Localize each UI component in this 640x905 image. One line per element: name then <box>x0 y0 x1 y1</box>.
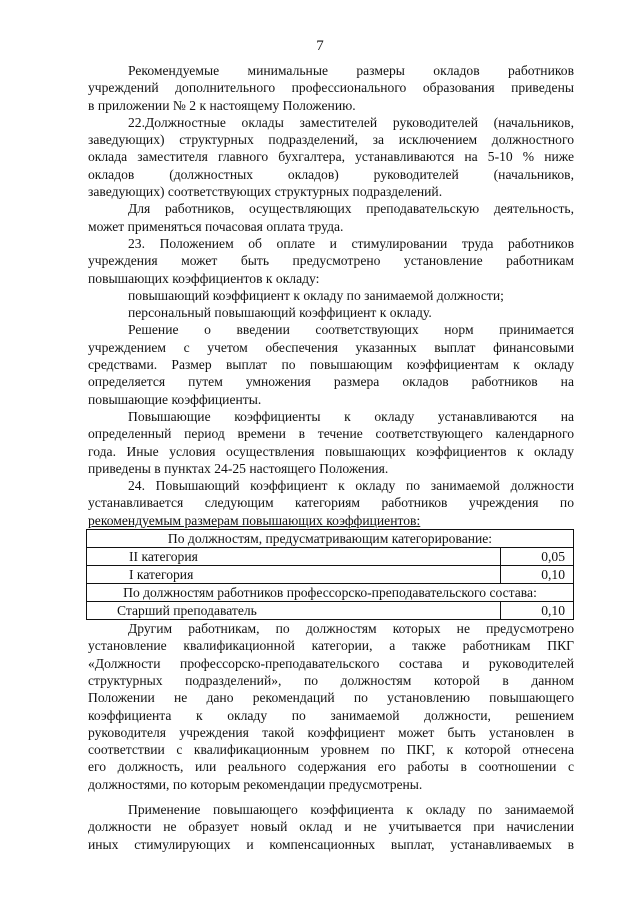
table-row <box>87 530 574 548</box>
table-row <box>87 602 574 620</box>
text-line: устанавливается следующим категориям работников учреждения по <box>88 495 574 511</box>
text-line: рекомендуемым размерам повышающих коэффициентов: <box>88 512 421 528</box>
coefficient-value: 0,05 <box>501 548 574 566</box>
text-line: оклада заместителя главного бухгалтера, устанавливаются на 5-10 % ниже <box>88 149 574 165</box>
text-line: заведующих) соответствующих структурных подразделений. <box>88 184 443 200</box>
document-body <box>88 62 574 853</box>
text-line: структурных подразделений», по должностям которой в данном <box>88 672 574 688</box>
paragraph-spacer <box>88 793 574 801</box>
text-line: «Должности профессорско-преподавательского состава и руководителей <box>88 655 574 671</box>
text-line: 22.Должностные оклады заместителей руководителей (начальников, <box>128 114 574 130</box>
text-line: установление квалификационной категории, а также работникам ПКГ <box>88 638 574 654</box>
text-line: повышающих коэффициентов к окладу: <box>88 270 320 286</box>
text-line: в приложении № 2 к настоящему Положению. <box>88 97 356 113</box>
text-line: может применяться почасовая оплата труда. <box>88 218 344 234</box>
text-line: учреждений дополнительного профессионального образования приведены <box>88 80 574 96</box>
text-line: заведующих) структурных подразделений, за исключением должностного <box>88 132 574 148</box>
text-line: Для работников, осуществляющих преподавательскую деятельность, <box>128 201 574 217</box>
text-line: Решение о введении соответствующих норм принимается <box>128 322 574 338</box>
text-line: соответствии с квалификационным уровнем по ПКГ, к которой отнесена <box>88 742 574 758</box>
text-line: Рекомендуемые минимальные размеры окладов работников <box>128 63 574 78</box>
text-line: иных стимулирующих и компенсационных выплат, устанавливаемых в <box>88 836 574 852</box>
text-line: средствами. Размер выплат по повышающим коэффициентам к окладу <box>88 357 574 373</box>
text-line: учреждения может быть предусмотрено установление работникам <box>88 253 574 269</box>
table-row <box>87 548 574 566</box>
text-line: окладов (должностных окладов) руководителей (начальников, <box>88 166 574 182</box>
text-line: 23. Положением об оплате и стимулировании труда работников <box>128 235 574 251</box>
text-line: должностями, по которым рекомендации предусмотрены. <box>88 776 423 792</box>
text-line: определенный период времени в течение соответствующего календарного <box>88 426 574 442</box>
text-line: приведены в пунктах 24-25 настоящего Положения. <box>88 460 389 476</box>
text-line: учреждением с учетом обеспечения указанных выплат финансовыми <box>88 339 574 355</box>
text-line: его должность, или реального содержания его работы в соотношении с <box>88 759 574 775</box>
category-label: I категория <box>87 566 501 584</box>
coefficient-value: 0,10 <box>501 566 574 584</box>
text-line: Другим работникам, по должностям которых не предусмотрено <box>128 621 574 637</box>
text-line: Положении не дано рекомендаций по установлению повышающего <box>88 690 574 706</box>
text-line: повышающие коэффициенты. <box>88 391 262 407</box>
coefficients-table <box>86 529 574 620</box>
text-line: года. Иные условия осуществления повышающих коэффициентов к окладу <box>88 443 574 459</box>
text-line: должности не образует новый оклад и не учитывается при начислении <box>88 819 574 835</box>
table-row <box>87 584 574 602</box>
position-label: Старший преподаватель <box>87 602 501 620</box>
coefficient-value: 0,10 <box>501 602 574 620</box>
table-section-header: По должностям работников профессорско-преподавательского состава: <box>87 584 574 602</box>
text-line: Повышающие коэффициенты к окладу устанавливаются на <box>128 408 574 424</box>
table-row <box>87 566 574 584</box>
page-number: 7 <box>316 38 324 54</box>
text-line: определяется путем умножения размера окладов работников на <box>88 374 574 390</box>
text-line: 24. Повышающий коэффициент к окладу по занимаемой должности <box>128 478 574 494</box>
category-label: II категория <box>87 548 501 566</box>
text-line: руководителя учреждения такой коэффициент может быть установлен в <box>88 724 574 740</box>
text-line: коэффициента к окладу по занимаемой должности, решением <box>88 707 574 723</box>
list-item: персональный повышающий коэффициент к окладу. <box>128 305 432 321</box>
list-item: повышающий коэффициент к окладу по занимаемой должности; <box>128 287 504 303</box>
table-section-header: По должностям, предусматривающим категорирование: <box>87 530 574 548</box>
text-line: Применение повышающего коэффициента к окладу по занимаемой <box>128 801 574 817</box>
